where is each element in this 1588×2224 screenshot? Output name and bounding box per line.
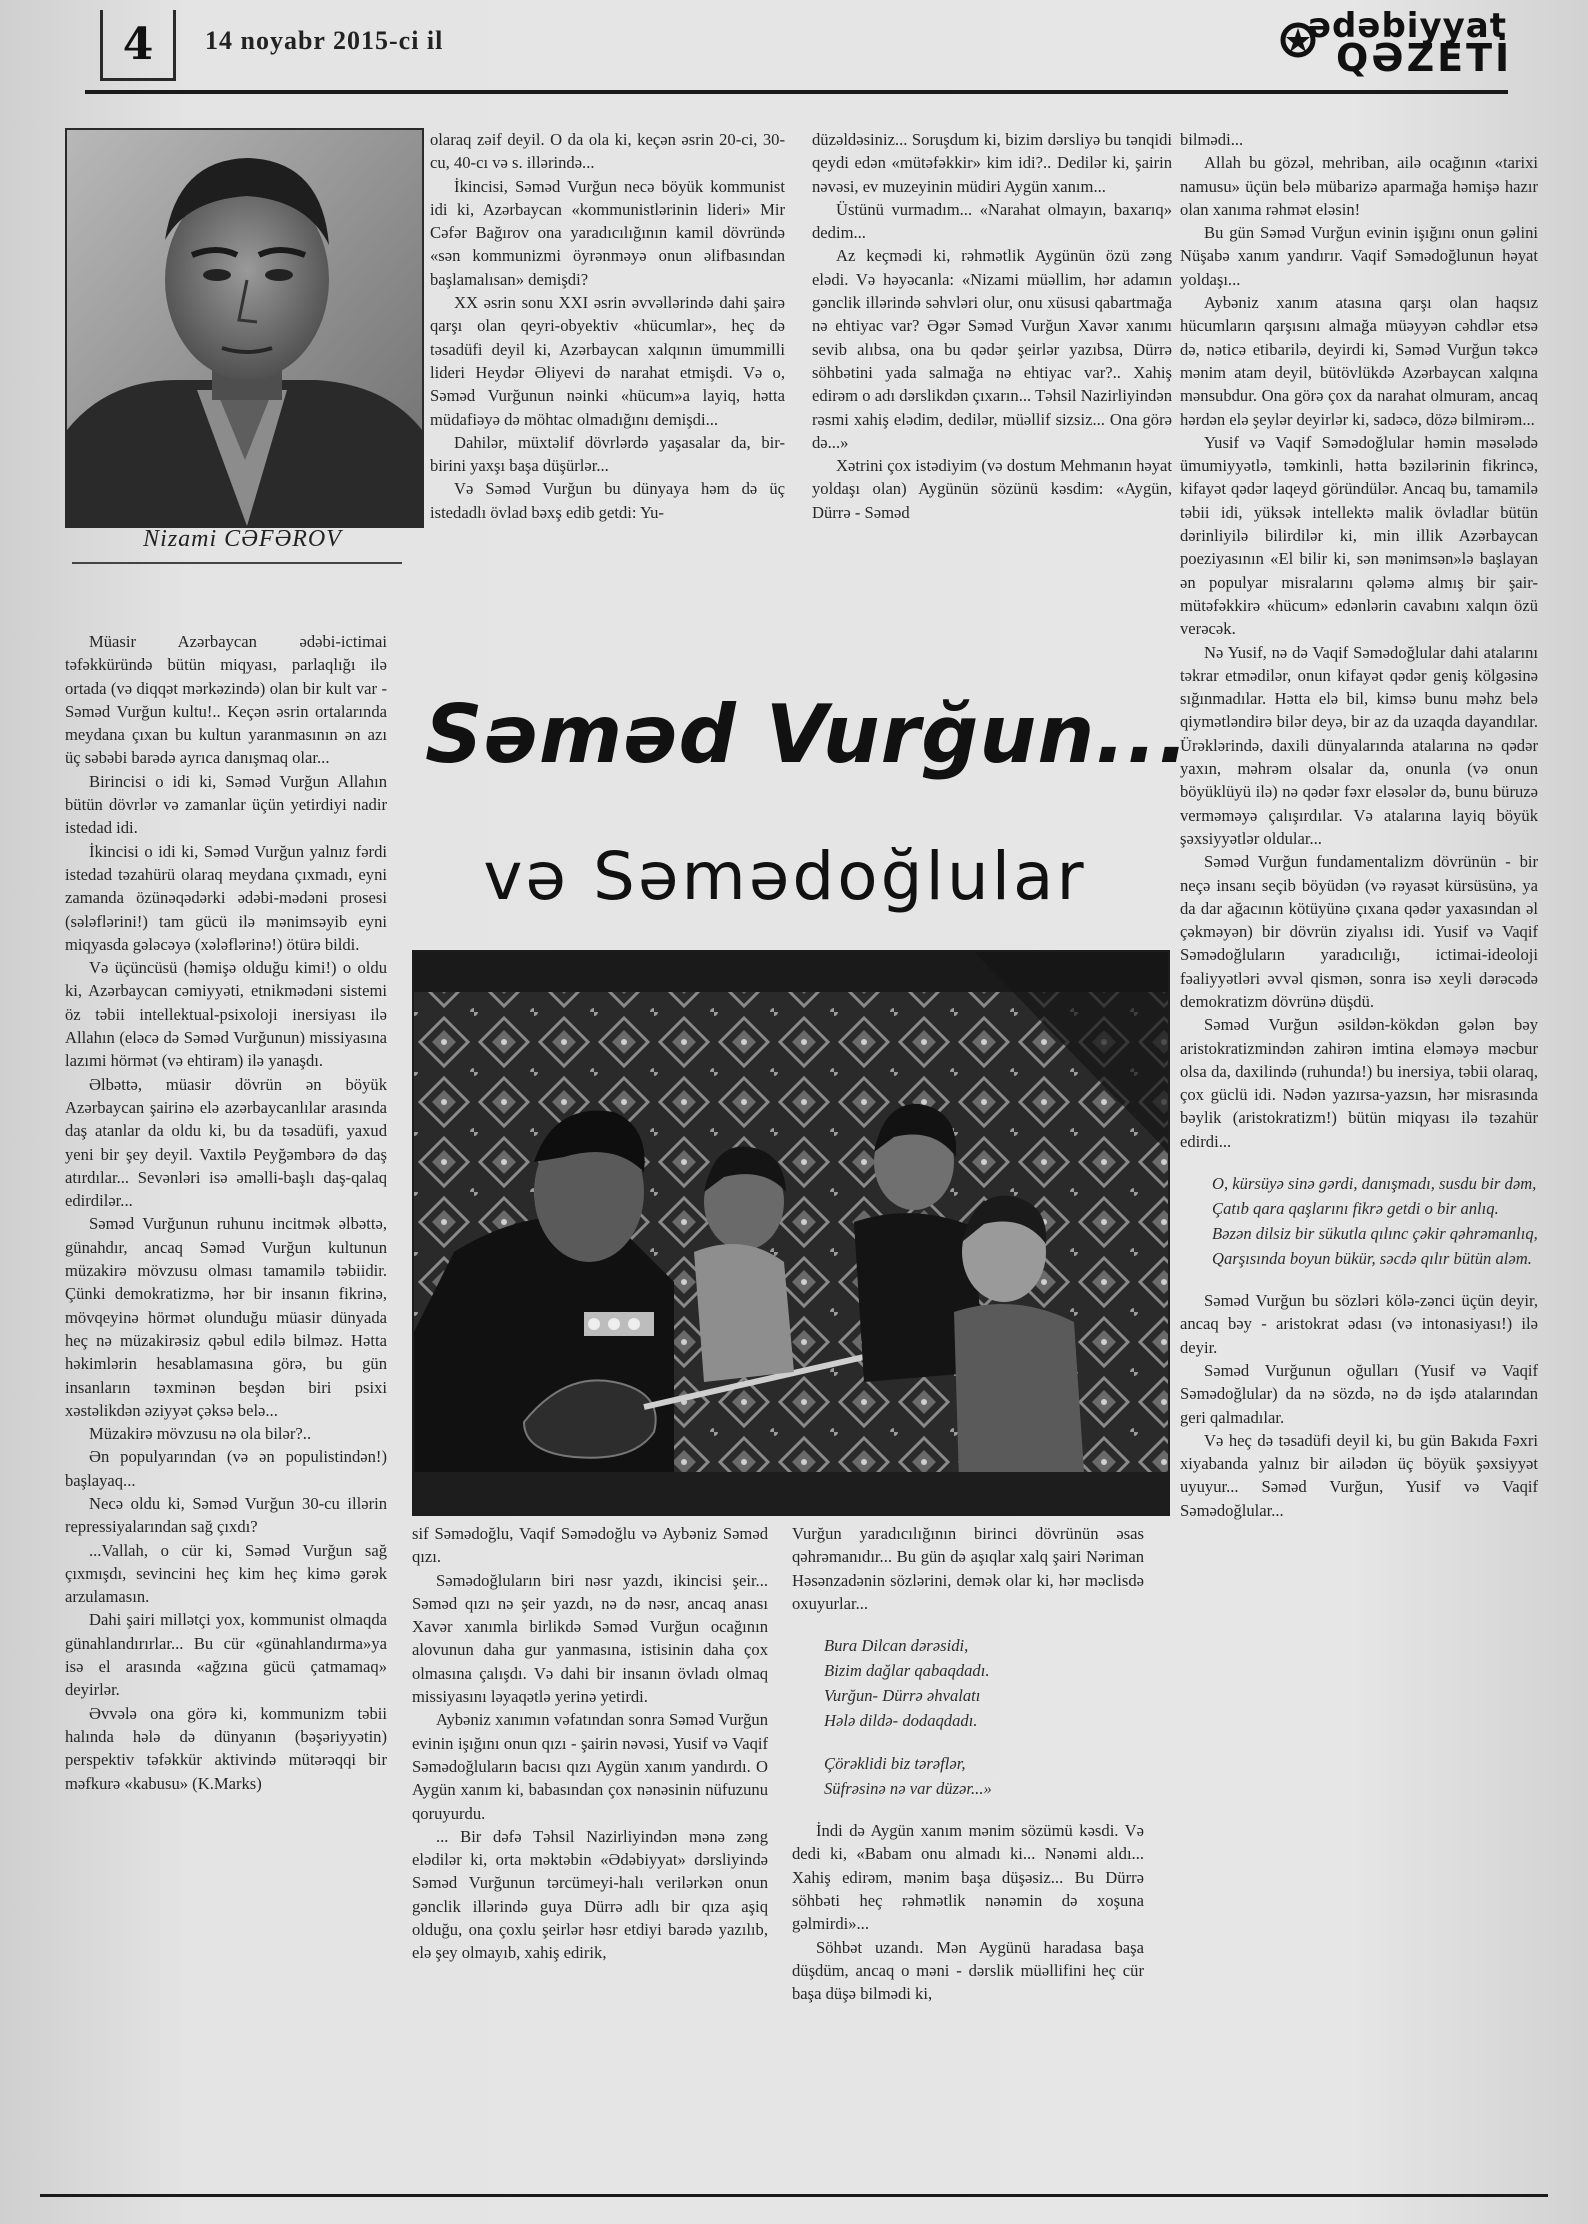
- poem-line: O, kürsüyə sinə gərdi, danışmadı, susdu bir dəm,: [1212, 1174, 1537, 1194]
- paragraph: Aybəniz xanımın vəfatından sonra Səməd Vurğun evinin işığını onun qızı - şairin nəvəsi, Yusif və Vaqif Səmədoğluların bacısı qızı Aygün xanım yandırdı. O Aygün xanım ki, babasından çox nənəsinin nüfuzunu qoruyurdu.: [412, 1710, 768, 1823]
- author-byline: Nizami CƏFƏROV: [143, 526, 342, 552]
- paragraph: Nə Yusif, nə də Vaqif Səmədoğlular dahi atalarını təkrar etmədilər, onun kifayət qədər geniş kölgəsinə sığınmadılar. Hətta elə bil, kimsə bunu məhz belə qiymətləndirə bilər deyə, bir az da uzaqda dayandılar. Ürəklərində, daxili dünyalarında atalarına nə qədər yaxın, məhrəm olsalar da, onunla (və onun böyüklüyü ilə) nə qədər fəxr eləsələr də, bunu büruzə verməməyə çalışırdılar. Və atalarına layiq böyük şəxsiyyətlər oldular...: [1180, 642, 1538, 848]
- paragraph: ... Bir dəfə Təhsil Nazirliyindən mənə zəng elədilər ki, orta məktəbin «Ədəbiyyat» dərsliyində Səməd Vurğunun tərcümeyi-halı verilərkən onun gənclik illərində guya Dürrə adlı bir qıza aşiq olduğu, ona çoxlu şeirlər həsr etdiyi barədə yazılıb, elə şey olmayıb, xahiş edirik,: [412, 1826, 768, 1963]
- paragraph: Yusif və Vaqif Səmədoğlular həmin məsələdə ümumiyyətlə, təmkinli, hətta bəzilərinin fikrincə, kifayət qədər laqeyd göründülər. Ancaq bu, tamamilə təbii idi, yüksək intellektə malik övladlar bütün dərinliyilə bilirdilər ki, min illik Azərbaycan poeziyasının «El bilir ki, sən mənimsən»lə başlayan ən populyar misralarını qələmə almış bir şair-mütəfəkkirə «hücum» edənlərin cavabını xalqın özü verəcək.: [1180, 432, 1538, 639]
- paragraph: ...Vallah, o cür ki, Səməd Vurğun sağ çıxmışdı, sevincini heç kim heç kimə gərək arzulamasın.: [65, 1540, 387, 1607]
- column-2-bottom: [412, 1522, 768, 1965]
- paragraph: İkincisi o idi ki, Səməd Vurğun yalnız fərdi istedad təzahürü olaraq meydana çıxmadı, eyni zamanda özünəqədərki ədəbi-mədəni prosesi (sələflərini!) tam gücü ilə mənimsəyib eyni miqyasda gələcəyə (xələflərinə!) ötürə bildi.: [65, 841, 387, 954]
- paragraph: Əlbəttə, müasir dövrün ən böyük Azərbaycan şairinə elə azərbaycanlılar arasında daş atanlar da oldu ki, bu da təsadüfi, yaxud yeni bir şey deyil. Vaxtilə Peyğəmbərə də daş atırdılar... Sevənləri isə əməlli-başlı daş-qalaq edirdilər...: [65, 1074, 387, 1211]
- paragraph: olaraq zəif deyil. O da ola ki, keçən əsrin 20-ci, 30-cu, 40-cı və s. illərində...: [430, 130, 785, 173]
- article-subtitle: və Səmədoğlular: [483, 838, 1087, 915]
- poem-line: Çatıb qara qaşlarını fikrə getdi o bir anlıq.: [1212, 1199, 1499, 1219]
- paragraph: Bu gün Səməd Vurğun evinin işığını onun gəlini Nüşabə xanım yandırır. Vaqif Səmədoğlunun həyat yoldaşı...: [1180, 223, 1538, 289]
- byline-rule: [72, 562, 402, 564]
- family-photo-image: [414, 952, 1168, 1514]
- paragraph: Müasir Azərbaycan ədəbi-ictimai təfəkküründə bütün miqyası, parlaqlığı ilə ortada (və diqqət mərkəzində) olan bir kult var - Səməd Vurğun kultu!.. Keçən əsrin ortalarında meydana çıxan bu kultun yaranmasının ən azı üç səbəbi barədə ayrıca danışmaq olar...: [65, 632, 387, 768]
- poem-line: Hələ dildə- dodaqdadı.: [824, 1711, 978, 1731]
- paragraph: Az keçmədi ki, rəhmətlik Aygünün özü zəng elədi. Və həyəcanla: «Nizami müəllim, hər adamın gənclik illərində səhvləri olur, onu xüsusi qabartmağa nə ehtiyac var? Əgər Səməd Vurğun Xavər xanımı sevib alıbsa, ona bu qədər şeirlər yazıbsa, Dürrə söhbətini yada salmağa nə ehtiyac var?.. Xahiş edirəm o adı dərslikdən çıxarın... Təhsil Nazirliyindən rəsmi xahiş elədim, dedilər, müəllif sizsiz... Ona görə də...»: [812, 246, 1172, 452]
- paragraph: düzəldəsiniz... Soruşdum ki, bizim dərsliyə bu tənqidi qeydi edən «mütəfəkkir» kim idi?.. Dedilər ki, şairin nəvəsi, ev muzeyinin müdiri Aygün xanım...: [812, 130, 1172, 196]
- masthead-title-line1: ədəbiyyat: [1308, 6, 1507, 46]
- paragraph: Və Səməd Vurğun bu dünyaya həm də üç istedadlı övlad bəxş edib getdi: Yu-: [430, 479, 785, 522]
- paragraph: Səməd Vurğun əsildən-kökdən gələn bəy aristokratizmindən zahirən imtina eləməyə məcbur olsa da, daxilində (ruhunda!) bu inersiya, təbii olaraq, çox güclü idi. Nədən yazırsa-yazsın, hər misrasında bəylik (aristokratizm!) bütün miqyası ilə təzahür edirdi...: [1180, 1015, 1538, 1151]
- masthead-title-line2: QƏZETİ: [1336, 36, 1513, 80]
- spacer: [792, 1733, 1144, 1751]
- poem-line: Bura Dilcan dərəsidi,: [824, 1636, 969, 1656]
- paragraph: Xətrini çox istədiyim (və dostum Mehmanın həyat yoldaşı olan) Aygünün sözünü kəsdim: «Aygün, Dürrə - Səməd: [812, 456, 1172, 522]
- paragraph: İndi də Aygün xanım mənim sözümü kəsdi. Və dedi ki, «Babam onu almadı ki... Nənəmi aldı... Xahiş edirəm, mənim başa düşəsiz... Bu Dürrə söhbəti heç rəhmətlik nənəmin də xoşuna gəlmirdi»...: [792, 1821, 1144, 1934]
- paragraph: sif Səmədoğlu, Vaqif Səmədoğlu və Aybəniz Səməd qızı.: [412, 1524, 768, 1567]
- issue-date: 14 noyabr 2015-ci il: [205, 26, 444, 55]
- paragraph: Səmədoğluların biri nəsr yazdı, ikincisi şeir... Səməd qızı nə şeir yazdı, nə də nəsr, ancaq anası Xavər xanımla birlikdə Səməd Vurğun ocağının alovunun daha gur yanmasına, istisinin daha çox olmasına çalışdı. Və dahi bir insanın övladı olmaq missiyasını ləyaqətlə yerinə yetirdi.: [412, 1570, 768, 1707]
- poem-line: Çörəklidi biz tərəflər,: [824, 1754, 966, 1774]
- column-3-bottom: [792, 1522, 1144, 2006]
- author-portrait-image: [67, 130, 422, 526]
- article-title: Səməd Vurğun...: [425, 688, 1190, 781]
- paragraph: Üstünü vurmadım... «Narahat olmayın, baxarıq» dedim...: [812, 199, 1172, 243]
- paragraph: Aybəniz xanım atasına qarşı olan haqsız hücumların qarşısını almağa müəyyən cəhdlər etsə də, nəticə etibarilə, deyirdi ki, Səməd Vurğun təkcə mənim atam deyil, bütövlükdə Azərbaycan xalqına mənsubdur. Ona görə çox da narahat olmuram, ancaq hərdən elə şeylər deyirlər ki, sadəcə, dözə bilmirəm...: [1180, 293, 1538, 429]
- paragraph: XX əsrin sonu XXI əsrin əvvəllərində dahi şairə qarşı olan qeyri-obyektiv «hücumlar», heç də təsadüfi deyil ki, Azərbaycan xalqının ümummilli lideri Heydər Əliyevi də narahat etmişdi. Və o, Səməd Vurğunun nəinki «hücum»a layiq, hətta müdafiəyə də möhtac olmadığını demişdi...: [430, 293, 785, 429]
- spacer: [1180, 1153, 1538, 1171]
- paragraph: Necə oldu ki, Səməd Vurğun 30-cu illərin repressiyalarından sağ çıxdı?: [65, 1493, 387, 1537]
- column-3-top: [812, 128, 1172, 524]
- paragraph: Söhbət uzandı. Mən Aygünü haradasa başa düşdüm, ancaq o məni - dərslik müəllifini heç cür başa düşə bilmədi ki,: [792, 1937, 1144, 2004]
- paragraph: Vurğun yaradıcılığının birinci dövrünün əsas qəhrəmanıdır... Bu gün də aşıqlar xalq şairi Nəriman Həsənzadənin sözlərini, demək olar ki, hər məclisdə oxuyurlar...: [792, 1524, 1144, 1613]
- column-4: [1180, 128, 1538, 1522]
- paragraph: Dahilər, müxtəlif dövrlərdə yaşasalar da, bir-birini yaxşı başa düşürlər...: [430, 432, 785, 476]
- poem-line: Bizim dağlar qabaqdadı.: [824, 1661, 990, 1681]
- column-2-top: [430, 128, 785, 524]
- paragraph: Allah bu gözəl, mehriban, ailə ocağının «tarixi namusu» üçün belə mübarizə aparmağa həmişə hazır olan xanıma rəhmət eləsin!: [1180, 153, 1538, 219]
- page-number: 4: [100, 10, 176, 81]
- paragraph: Və heç də təsadüfi deyil ki, bu gün Bakıda Fəxri xiyabanda yalnız bir ailədən üç böyük şəxsiyyət uyuyur... Səməd Vurğun, Yusif və Vaqif Səmədoğlular...: [1180, 1430, 1538, 1520]
- spacer: [792, 1801, 1144, 1819]
- spacer: [792, 1615, 1144, 1633]
- paragraph: Müzakirə mövzusu nə ola bilər?..: [89, 1424, 312, 1444]
- header-rule: [85, 90, 1508, 94]
- paragraph: Ən populyarından (və ən populistindən!) başlayaq...: [65, 1447, 387, 1490]
- masthead: [1278, 6, 1528, 80]
- family-photo: [412, 950, 1170, 1516]
- column-1: [65, 630, 387, 1795]
- poem-line: Süfrəsinə nə var düzər...»: [824, 1779, 992, 1799]
- paragraph: Əvvələ ona görə ki, kommunizm təbii halında hələ də dünyanın (bəşəriyyətin) perspektiv təfəkkür aktivində mütərəqqi bir məfkurə «kabusu» (K.Marks): [65, 1703, 387, 1793]
- paragraph: Səməd Vurğun fundamentalizm dövrünün - bir neçə insanı seçib böyüdən (və rəyasət kürsüsünə, ya da dar ağacının kötüyünə çıxana qədər yaxasından əl çəkməyən) bir dövrün ziyalısı idi. Yusif və Vaqif Səmədoğluların yaradıcılığı, ictimai-ideoloji fəaliyyətləri əvvəl qismən, sonra isə xeyli dərəcədə demokratizm dövrünə düşdü.: [1180, 852, 1538, 1011]
- paragraph: Səməd Vurğunun ruhunu incitmək əlbəttə, günahdır, ancaq Səməd Vurğun kultunun müzakirə mövzusu olması tamamilə təbiidir. Çünki demokratizmə, hər bir insanın fikrinə, mövqeyinə hörmət olunduğu müasir dünyada heç nə müzakirəsiz qəbul edilə bilməz. Hətta həkimlərin hesablamasına görə, bu gün insanların təxminən beşdən biri psixi xəstəlikdən əziyyət çəksə belə...: [65, 1214, 387, 1420]
- author-portrait: [65, 128, 424, 528]
- paragraph: Səməd Vurğun bu sözləri kölə-zənci üçün deyir, ancaq bəy - aristokrat ədası (və intonasiyası!) ilə deyir.: [1180, 1291, 1538, 1357]
- poem-line: Bəzən dilsiz bir sükutla qılınc çəkir qəhrəmanlıq,: [1212, 1224, 1538, 1244]
- spacer: [1180, 1271, 1538, 1289]
- paragraph: Birincisi o idi ki, Səməd Vurğun Allahın bütün dövrlər və zamanlar üçün yetirdiyi nadir istedad idi.: [65, 771, 387, 838]
- paragraph: Dahi şairi millətçi yox, kommunist olmaqda günahlandırırlar... Bu cür «günahlandırma»ya isə el arasında «ağzına gücü çatmamaq» deyirlər.: [65, 1610, 387, 1700]
- poem-line: Qarşısında boyun bükür, səcdə qılır bütün aləm.: [1212, 1249, 1532, 1269]
- paragraph: Səməd Vurğunun oğulları (Yusif və Vaqif Səmədoğlular) da nə sözdə, nə də işdə atalarından geri qalmadılar.: [1180, 1360, 1538, 1427]
- paragraph: İkincisi, Səməd Vurğun necə böyük kommunist idi ki, Azərbaycan «kommunistlərinin lideri» Mir Cəfər Bağırov ona yaradıcılığının kamil dövründə «sən kommunizmi öyrənməyə onun əlifbasından başlamalısan» demişdi?: [430, 176, 785, 289]
- poem-line: Vurğun- Dürrə əhvalatı: [824, 1686, 981, 1706]
- footer-rule: [40, 2194, 1548, 2197]
- paragraph: bilmədi...: [1180, 130, 1244, 149]
- paragraph: Və üçüncüsü (həmişə olduğu kimi!) o oldu ki, Azərbaycan cəmiyyəti, etnikmədəni sistemi öz təbii intellektual-psixoloji inersiyası ilə Allahın (eləcə də Səməd Vurğunun) missiyasına lazımi hörmət (və ehtiram) ilə yanaşdı.: [65, 958, 387, 1071]
